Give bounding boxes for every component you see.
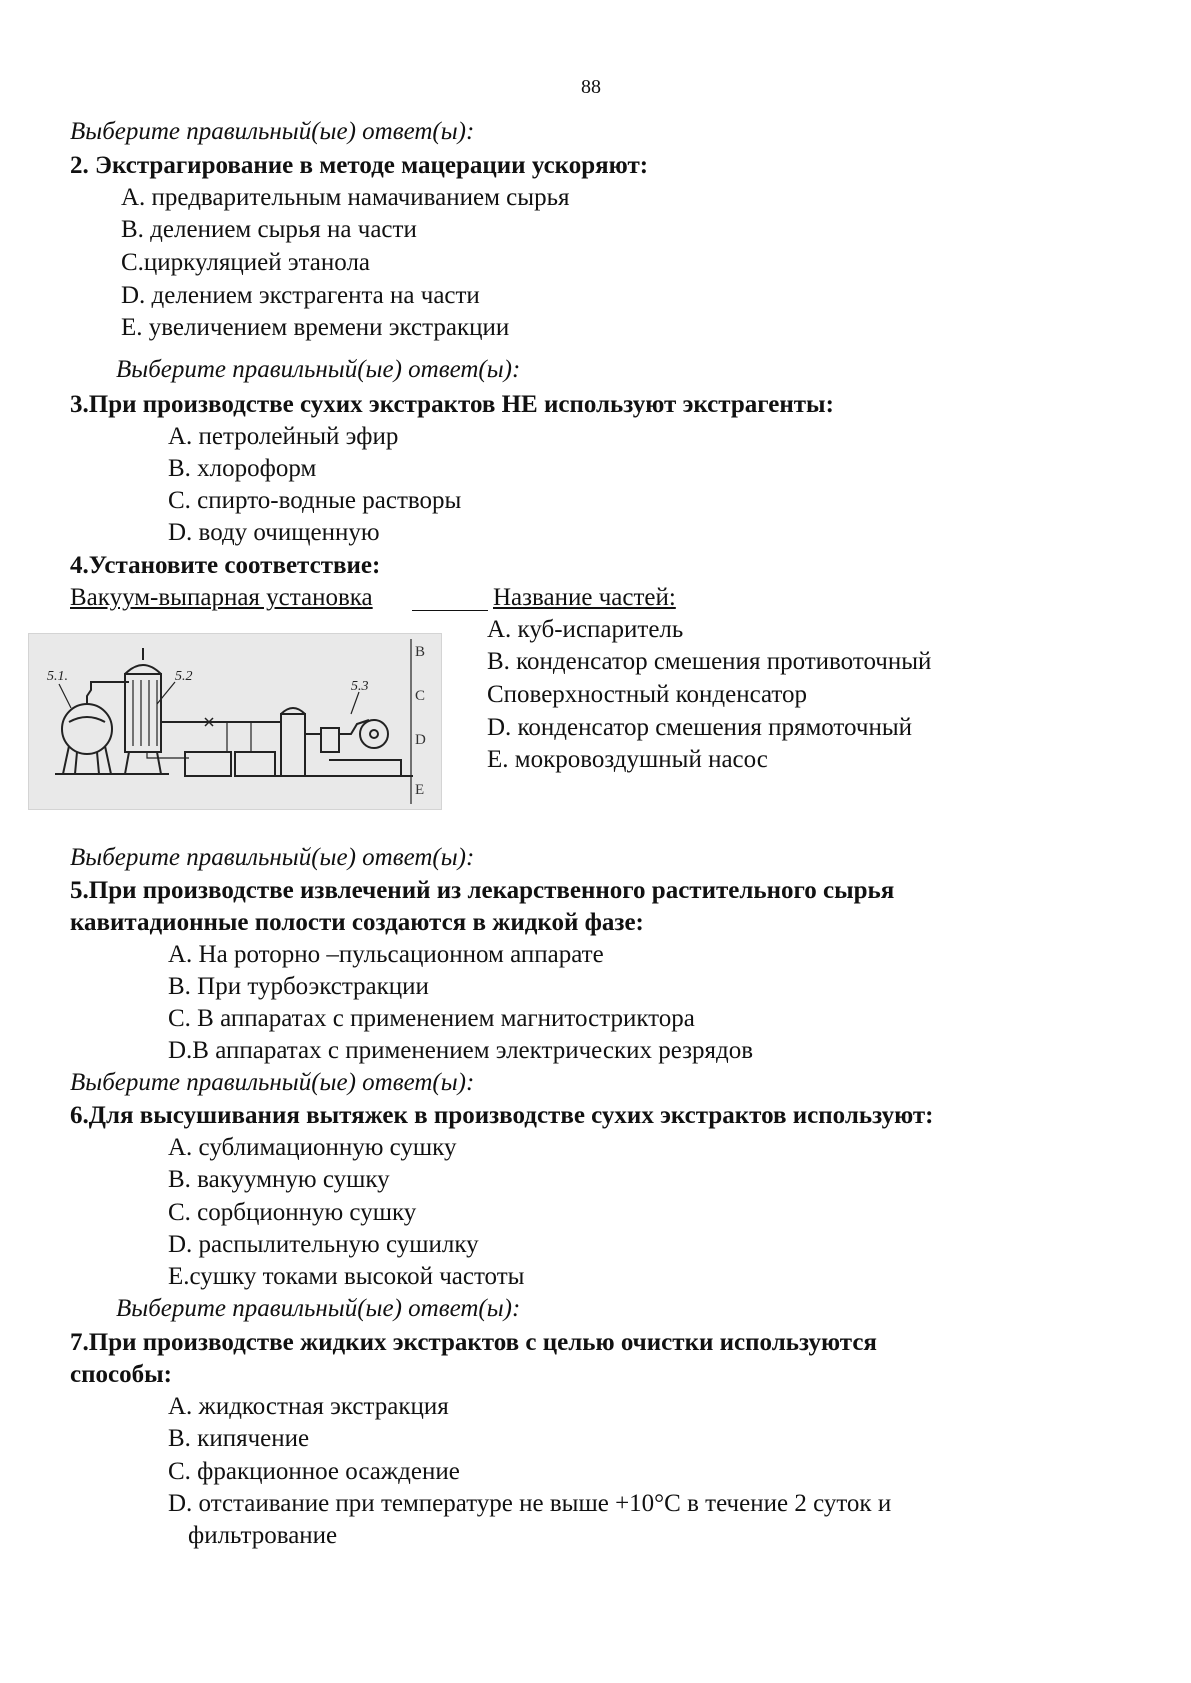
q5-option-c: C. В аппаратах с применением магнитостриктора — [168, 1005, 695, 1032]
diagram-label-5-2: 5.2 — [175, 669, 193, 684]
instruction-q5: Выберите правильный(ые) ответ(ы): — [70, 844, 475, 871]
q5-option-b: B. При турбоэкстракции — [168, 973, 429, 1000]
q6-option-e: E.сушку токами высокой частоты — [168, 1263, 525, 1290]
q2-option-e: E. увеличением времени экстракции — [121, 314, 510, 341]
diagram-edge-letter-d: D — [415, 732, 426, 748]
instruction-q6: Выберите правильный(ые) ответ(ы): — [70, 1069, 475, 1096]
diagram-label-5-3: 5.3 — [351, 679, 369, 694]
question-3-title: 3.При производстве сухих экстрактов НЕ используют экстрагенты: — [70, 391, 834, 418]
q5-option-a: A. На роторно –пульсационном аппарате — [168, 941, 604, 968]
q7-option-d-line2: фильтрование — [188, 1522, 338, 1549]
instruction-q2: Выберите правильный(ые) ответ(ы): — [70, 118, 475, 145]
q2-option-c: C.циркуляцией этанола — [121, 249, 371, 276]
q2-option-b: B. делением сырья на части — [121, 216, 417, 243]
q4-option-a: A. куб-испаритель — [487, 616, 684, 643]
q3-option-c: C. спирто-водные растворы — [168, 487, 462, 514]
q4-underline-gap — [412, 583, 488, 611]
question-7-title-line2: способы: — [70, 1361, 172, 1388]
instruction-q3: Выберите правильный(ые) ответ(ы): — [116, 356, 521, 383]
q7-option-c: C. фракционное осаждение — [168, 1458, 460, 1485]
condenser-column-shape — [125, 674, 161, 752]
instruction-q7: Выберите правильный(ые) ответ(ы): — [116, 1295, 521, 1322]
question-5-title-line1: 5.При производстве извлечений из лекарственного растительного сырья — [70, 877, 895, 904]
q6-option-c: C. сорбционную сушку — [168, 1199, 417, 1226]
vacuum-evaporator-diagram — [28, 633, 442, 810]
q4-option-e: E. мокровоздушный насос — [487, 746, 768, 773]
q3-option-a: A. петролейный эфир — [168, 423, 399, 450]
question-2-title: 2. Экстрагирование в методе мацерации ускоряют: — [70, 152, 649, 179]
q4-left-header: Вакуум-выпарная установка — [70, 584, 373, 611]
question-6-title: 6.Для высушивания вытяжек в производстве сухих экстрактов используют: — [70, 1102, 934, 1129]
q4-right-header: Название частей: — [493, 584, 676, 611]
q7-option-b: B. кипячение — [168, 1425, 310, 1452]
question-4-title: 4.Установите соответствие: — [70, 552, 381, 579]
separator-tank-shape — [281, 714, 305, 776]
receiver-2-shape — [235, 752, 275, 776]
diagram-edge-letter-b: B — [415, 644, 426, 660]
diagram-edge-letter-c: C — [415, 688, 426, 704]
page-number: 88 — [581, 76, 601, 98]
q2-option-d: D. делением экстрагента на части — [121, 282, 480, 309]
pump-body-shape — [321, 728, 339, 752]
q7-option-d-line1: D. отстаивание при температуре не выше +10°С в течение 2 суток и — [168, 1490, 892, 1517]
q6-option-a: A. сублимационную сушку — [168, 1134, 457, 1161]
q6-option-b: B. вакуумную сушку — [168, 1166, 390, 1193]
q7-option-a: A. жидкостная экстракция — [168, 1393, 449, 1420]
q5-option-d: D.В аппаратах с применением электрических резрядов — [168, 1037, 754, 1064]
diagram-label-5-1: 5.1. — [47, 669, 68, 684]
vacuum-evaporator-drawing — [29, 634, 441, 809]
q4-option-d: D. конденсатор смешения прямоточный — [487, 714, 913, 741]
question-5-title-line2: кавитадионные полости создаются в жидкой фазе: — [70, 909, 644, 936]
q2-option-a: A. предварительным намачиванием сырья — [121, 184, 570, 211]
q4-option-c: Споверхностный конденсатор — [487, 681, 808, 708]
q4-option-b: B. конденсатор смешения противоточный — [487, 648, 932, 675]
q6-option-d: D. распылительную сушилку — [168, 1231, 479, 1258]
receiver-1-shape — [185, 752, 231, 776]
diagram-edge-letter-e: E — [415, 782, 425, 798]
question-7-title-line1: 7.При производстве жидких экстрактов с целью очистки используются — [70, 1329, 877, 1356]
pump-wheel-shape — [360, 720, 388, 748]
q3-option-b: B. хлороформ — [168, 455, 317, 482]
q3-option-d: D. воду очищенную — [168, 519, 380, 546]
